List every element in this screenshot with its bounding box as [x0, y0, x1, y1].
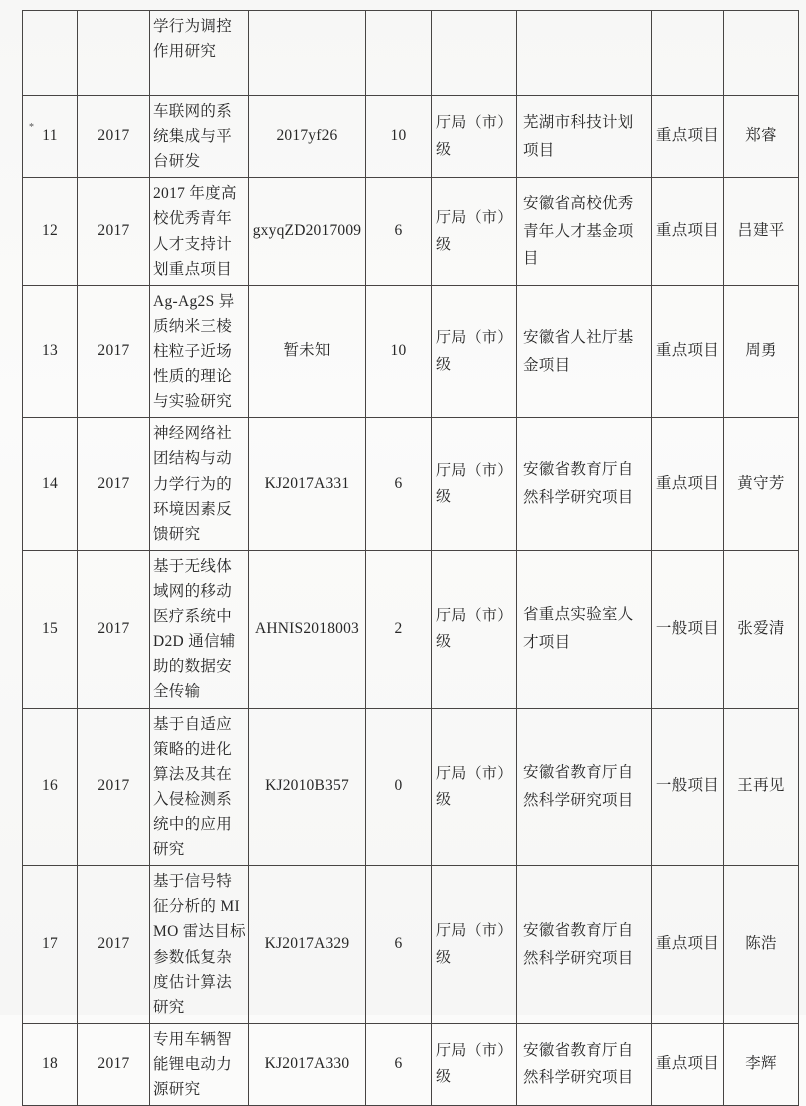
cell-project-title: 基于信号特征分析的 MIMO 雷达目标参数低复杂度估计算法研究: [150, 866, 249, 1024]
cell-project-code: [249, 11, 366, 96]
cell-row-number: 17: [23, 866, 78, 1024]
cell-project-type: 重点项目: [652, 96, 724, 178]
cell-year: 2017: [78, 708, 150, 866]
cell-count: 6: [366, 1023, 432, 1105]
cell-project-level: 厅局（市）级: [432, 1023, 517, 1105]
cell-row-number: 14: [23, 418, 78, 551]
cell-funding-source: 安徽省高校优秀青年人才基金项目: [517, 178, 652, 285]
cell-project-title: Ag-Ag2S 异质纳米三棱柱粒子近场性质的理论与实验研究: [150, 285, 249, 418]
cell-funding-source: 安徽省教育厅自然科学研究项目: [517, 866, 652, 1024]
cell-project-title: 学行为调控作用研究: [150, 11, 249, 96]
cell-project-type: 一般项目: [652, 550, 724, 708]
table-row: [23, 285, 799, 418]
cell-project-code: 2017yf26: [249, 96, 366, 178]
cell-project-level: 厅局（市）级: [432, 285, 517, 418]
cell-year: 2017: [78, 866, 150, 1024]
cell-project-title: 专用车辆智能锂电动力源研究: [150, 1023, 249, 1105]
cell-funding-source: 安徽省人社厅基金项目: [517, 285, 652, 418]
cell-project-title: 车联网的系统集成与平台研发: [150, 96, 249, 178]
cell-row-number: 18: [23, 1023, 78, 1105]
cell-project-level: 厅局（市）级: [432, 418, 517, 551]
cell-count: [366, 11, 432, 96]
cell-row-number: 13: [23, 285, 78, 418]
cell-person-name: 郑睿: [724, 96, 799, 178]
cell-person-name: 周勇: [724, 285, 799, 418]
cell-person-name: 黄守芳: [724, 418, 799, 551]
cell-project-type: 一般项目: [652, 708, 724, 866]
cell-person-name: 张爱清: [724, 550, 799, 708]
cell-funding-source: [517, 11, 652, 96]
cell-funding-source: 安徽省教育厅自然科学研究项目: [517, 418, 652, 551]
table-row: [23, 866, 799, 1024]
cell-count: 0: [366, 708, 432, 866]
table-row: [23, 708, 799, 866]
cell-project-code: KJ2017A331: [249, 418, 366, 551]
cell-project-type: 重点项目: [652, 178, 724, 285]
cell-year: 2017: [78, 1023, 150, 1105]
stray-scan-mark: *: [29, 122, 35, 134]
cell-project-title: 基于自适应策略的进化算法及其在入侵检测系统中的应用研究: [150, 708, 249, 866]
cell-project-code: 暂未知: [249, 285, 366, 418]
table-row: [23, 178, 799, 285]
cell-funding-source: 安徽省教育厅自然科学研究项目: [517, 1023, 652, 1105]
cell-person-name: 李辉: [724, 1023, 799, 1105]
cell-person-name: 吕建平: [724, 178, 799, 285]
cell-project-code: AHNIS2018003: [249, 550, 366, 708]
cell-project-title: 神经网络社团结构与动力学行为的环境因素反馈研究: [150, 418, 249, 551]
cell-year: 2017: [78, 418, 150, 551]
cell-project-type: 重点项目: [652, 418, 724, 551]
project-list-table: [22, 10, 799, 1106]
cell-year: 2017: [78, 285, 150, 418]
cell-person-name: 陈浩: [724, 866, 799, 1024]
cell-row-number: 12: [23, 178, 78, 285]
cell-project-type: 重点项目: [652, 1023, 724, 1105]
cell-year: 2017: [78, 550, 150, 708]
cell-project-level: 厅局（市）级: [432, 866, 517, 1024]
cell-project-level: 厅局（市）级: [432, 708, 517, 866]
cell-row-number: * 11: [23, 96, 78, 178]
cell-project-level: 厅局（市）级: [432, 550, 517, 708]
cell-project-level: 厅局（市）级: [432, 178, 517, 285]
cell-project-title: 2017 年度高校优秀青年人才支持计划重点项目: [150, 178, 249, 285]
table-row: [23, 418, 799, 551]
cell-project-level: [432, 11, 517, 96]
cell-project-type: 重点项目: [652, 866, 724, 1024]
cell-year: 2017: [78, 178, 150, 285]
cell-year: 2017: [78, 96, 150, 178]
cell-project-code: KJ2017A329: [249, 866, 366, 1024]
cell-project-title: 基于无线体域网的移动医疗系统中 D2D 通信辅助的数据安全传输: [150, 550, 249, 708]
cell-funding-source: 省重点实验室人才项目: [517, 550, 652, 708]
cell-row-number: 16: [23, 708, 78, 866]
cell-funding-source: 芜湖市科技计划项目: [517, 96, 652, 178]
cell-count: 6: [366, 866, 432, 1024]
cell-project-code: gxyqZD2017009: [249, 178, 366, 285]
cell-count: 6: [366, 418, 432, 551]
cell-project-level: 厅局（市）级: [432, 96, 517, 178]
cell-person-name: [724, 11, 799, 96]
cell-count: 10: [366, 96, 432, 178]
cell-funding-source: 安徽省教育厅自然科学研究项目: [517, 708, 652, 866]
cell-person-name: 王再见: [724, 708, 799, 866]
table-row: [23, 550, 799, 708]
table-row: [23, 11, 799, 96]
cell-project-type: [652, 11, 724, 96]
cell-project-code: KJ2017A330: [249, 1023, 366, 1105]
cell-row-number: 15: [23, 550, 78, 708]
table-body: [23, 11, 799, 1106]
table-row: [23, 1023, 799, 1105]
cell-year: [78, 11, 150, 96]
table-row: [23, 96, 799, 178]
cell-project-code: KJ2010B357: [249, 708, 366, 866]
cell-count: 10: [366, 285, 432, 418]
cell-row-number: [23, 11, 78, 96]
cell-project-type: 重点项目: [652, 285, 724, 418]
cell-count: 2: [366, 550, 432, 708]
cell-count: 6: [366, 178, 432, 285]
